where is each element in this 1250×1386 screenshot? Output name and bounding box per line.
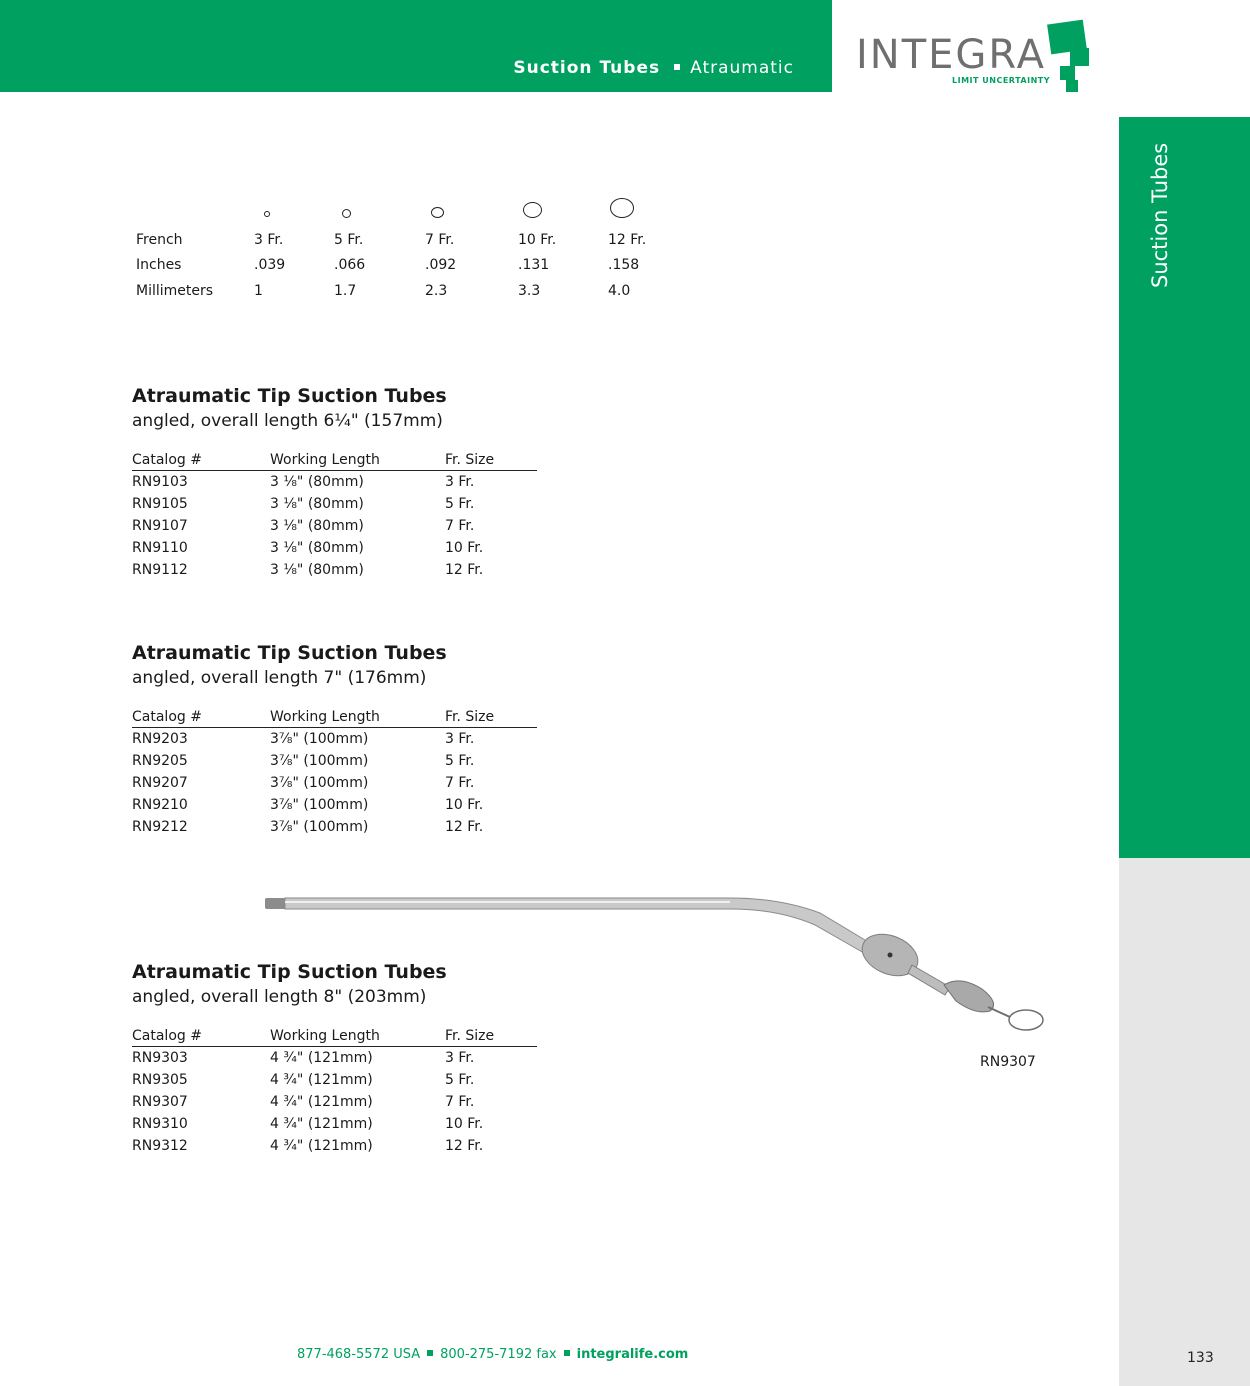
size-cell: 7 Fr.	[425, 232, 455, 248]
product-section-3	[132, 960, 552, 1157]
fr-size: 3 Fr.	[445, 731, 475, 747]
footer-fax: 800-275-7192 fax	[440, 1347, 557, 1362]
working-length: 3⅞" (100mm)	[270, 775, 369, 791]
size-cell: 1.7	[334, 283, 357, 299]
catalog-table	[132, 451, 537, 581]
working-length: 3⅞" (100mm)	[270, 819, 369, 835]
catalog-table	[132, 708, 537, 838]
product-section-1	[132, 384, 552, 581]
section-subtitle: angled, overall length 8" (203mm)	[132, 987, 427, 1007]
catalog-number: RN9103	[132, 474, 188, 490]
fr-size: 5 Fr.	[445, 496, 475, 512]
footer-website-link[interactable]: integralife.com	[576, 1347, 689, 1362]
catalog-number: RN9105	[132, 496, 188, 512]
catalog-number: RN9207	[132, 775, 188, 791]
size-circle-12fr	[610, 198, 634, 218]
catalog-number: RN9307	[132, 1094, 188, 1110]
page-number: 133	[1187, 1350, 1214, 1366]
size-cell: 10 Fr.	[518, 232, 557, 248]
working-length: 4 ¾" (121mm)	[270, 1138, 373, 1154]
table-header	[132, 708, 537, 728]
table-row	[132, 537, 537, 559]
size-cell: 2.3	[425, 283, 448, 299]
logo-square-mid	[1070, 48, 1089, 66]
catalog-number: RN9310	[132, 1116, 188, 1132]
working-length: 4 ¾" (121mm)	[270, 1094, 373, 1110]
size-row-label: Millimeters	[136, 283, 214, 299]
catalog-number: RN9107	[132, 518, 188, 534]
fr-size: 12 Fr.	[445, 1138, 484, 1154]
fr-size: 12 Fr.	[445, 819, 484, 835]
size-cell: .131	[518, 257, 550, 273]
tube-tip	[265, 898, 287, 909]
catalog-number: RN9303	[132, 1050, 188, 1066]
fr-size: 7 Fr.	[445, 518, 475, 534]
table-row	[132, 1135, 537, 1157]
tube-neck	[908, 965, 950, 995]
table-header	[132, 451, 537, 471]
fr-size: 3 Fr.	[445, 1050, 475, 1066]
table-row	[132, 1091, 537, 1113]
size-row-label: Inches	[136, 257, 182, 273]
working-length: 3 ⅛" (80mm)	[270, 496, 364, 512]
catalog-number: RN9210	[132, 797, 188, 813]
fr-size: 10 Fr.	[445, 1116, 484, 1132]
logo-tagline: LIMIT UNCERTAINTY	[952, 76, 1051, 85]
catalog-number: RN9112	[132, 562, 188, 578]
size-circle-3fr	[264, 211, 270, 217]
size-cell: 4.0	[608, 283, 631, 299]
working-length: 4 ¾" (121mm)	[270, 1072, 373, 1088]
working-length: 3 ⅛" (80mm)	[270, 562, 364, 578]
table-row	[132, 772, 537, 794]
product-section-2	[132, 641, 552, 838]
instrument-caption: RN9307	[980, 1054, 1036, 1070]
catalog-number: RN9312	[132, 1138, 188, 1154]
section-title: Atraumatic Tip Suction Tubes	[132, 385, 447, 407]
section-subtitle: angled, overall length 7" (176mm)	[132, 668, 427, 688]
column-header: Catalog #	[132, 709, 202, 725]
catalog-table	[132, 1027, 537, 1157]
header-subcategory: Atraumatic	[690, 58, 794, 78]
table-row	[132, 515, 537, 537]
size-cell: .066	[334, 257, 366, 273]
side-gray-band	[1119, 858, 1250, 1386]
section-title: Atraumatic Tip Suction Tubes	[132, 642, 447, 664]
connector-ring	[1009, 1010, 1043, 1030]
table-header	[132, 1027, 537, 1047]
catalog-number: RN9212	[132, 819, 188, 835]
size-cell: 5 Fr.	[334, 232, 364, 248]
catalog-number: RN9205	[132, 753, 188, 769]
working-length: 4 ¾" (121mm)	[270, 1050, 373, 1066]
header-separator	[674, 64, 680, 70]
fr-size: 5 Fr.	[445, 1072, 475, 1088]
working-length: 3 ⅛" (80mm)	[270, 474, 364, 490]
ring-link	[988, 1007, 1010, 1017]
catalog-number: RN9305	[132, 1072, 188, 1088]
logo-square-small	[1060, 66, 1075, 80]
column-header: Working Length	[270, 1028, 380, 1044]
table-row	[132, 1047, 537, 1069]
fr-size: 3 Fr.	[445, 474, 475, 490]
header-title	[513, 58, 794, 78]
header-band	[0, 0, 832, 92]
logo-square-bottom	[1066, 80, 1078, 92]
column-header: Working Length	[270, 452, 380, 468]
header-category: Suction Tubes	[513, 58, 661, 78]
thumb-hole	[888, 953, 893, 958]
fr-size: 7 Fr.	[445, 1094, 475, 1110]
working-length: 3 ⅛" (80mm)	[270, 540, 364, 556]
footer-separator	[427, 1350, 433, 1356]
size-circle-7fr	[431, 207, 444, 218]
table-row	[132, 1069, 537, 1091]
table-row	[132, 471, 537, 493]
section-title: Atraumatic Tip Suction Tubes	[132, 961, 447, 983]
working-length: 3 ⅛" (80mm)	[270, 518, 364, 534]
catalog-number: RN9110	[132, 540, 188, 556]
fr-size: 10 Fr.	[445, 797, 484, 813]
fr-size: 12 Fr.	[445, 562, 484, 578]
size-cell: 3.3	[518, 283, 541, 299]
footer-contact	[297, 1347, 688, 1362]
column-header: Catalog #	[132, 452, 202, 468]
size-circle-10fr	[523, 202, 542, 218]
column-header: Fr. Size	[445, 1028, 495, 1044]
working-length: 3⅞" (100mm)	[270, 753, 369, 769]
fr-size: 7 Fr.	[445, 775, 475, 791]
fr-size: 5 Fr.	[445, 753, 475, 769]
working-length: 3⅞" (100mm)	[270, 797, 369, 813]
size-cell: .092	[425, 257, 457, 273]
tube-shaft	[285, 898, 870, 953]
table-row	[132, 750, 537, 772]
size-row-label: French	[136, 232, 183, 248]
table-row	[132, 1113, 537, 1135]
working-length: 4 ¾" (121mm)	[270, 1116, 373, 1132]
connector-handle	[944, 981, 994, 1012]
table-row	[132, 794, 537, 816]
table-row	[132, 816, 537, 838]
size-cell: .039	[254, 257, 286, 273]
section-subtitle: angled, overall length 6¼" (157mm)	[132, 411, 443, 431]
catalog-number: RN9203	[132, 731, 188, 747]
column-header: Fr. Size	[445, 452, 495, 468]
table-row	[132, 559, 537, 581]
working-length: 3⅞" (100mm)	[270, 731, 369, 747]
column-header: Working Length	[270, 709, 380, 725]
integra-logo	[856, 18, 1096, 98]
logo-wordmark: INTEGRA	[856, 32, 1046, 78]
table-row	[132, 493, 537, 515]
column-header: Fr. Size	[445, 709, 495, 725]
size-cell: 12 Fr.	[608, 232, 647, 248]
size-cell: .158	[608, 257, 640, 273]
side-tab-label: Suction Tubes	[1148, 142, 1172, 288]
fr-size: 10 Fr.	[445, 540, 484, 556]
column-header: Catalog #	[132, 1028, 202, 1044]
size-circle-5fr	[342, 209, 351, 218]
size-cell: 3 Fr.	[254, 232, 284, 248]
side-tab	[1119, 117, 1250, 858]
table-row	[132, 728, 537, 750]
footer-separator	[564, 1350, 570, 1356]
footer-phone: 877-468-5572 USA	[297, 1347, 421, 1362]
size-cell: 1	[254, 283, 263, 299]
